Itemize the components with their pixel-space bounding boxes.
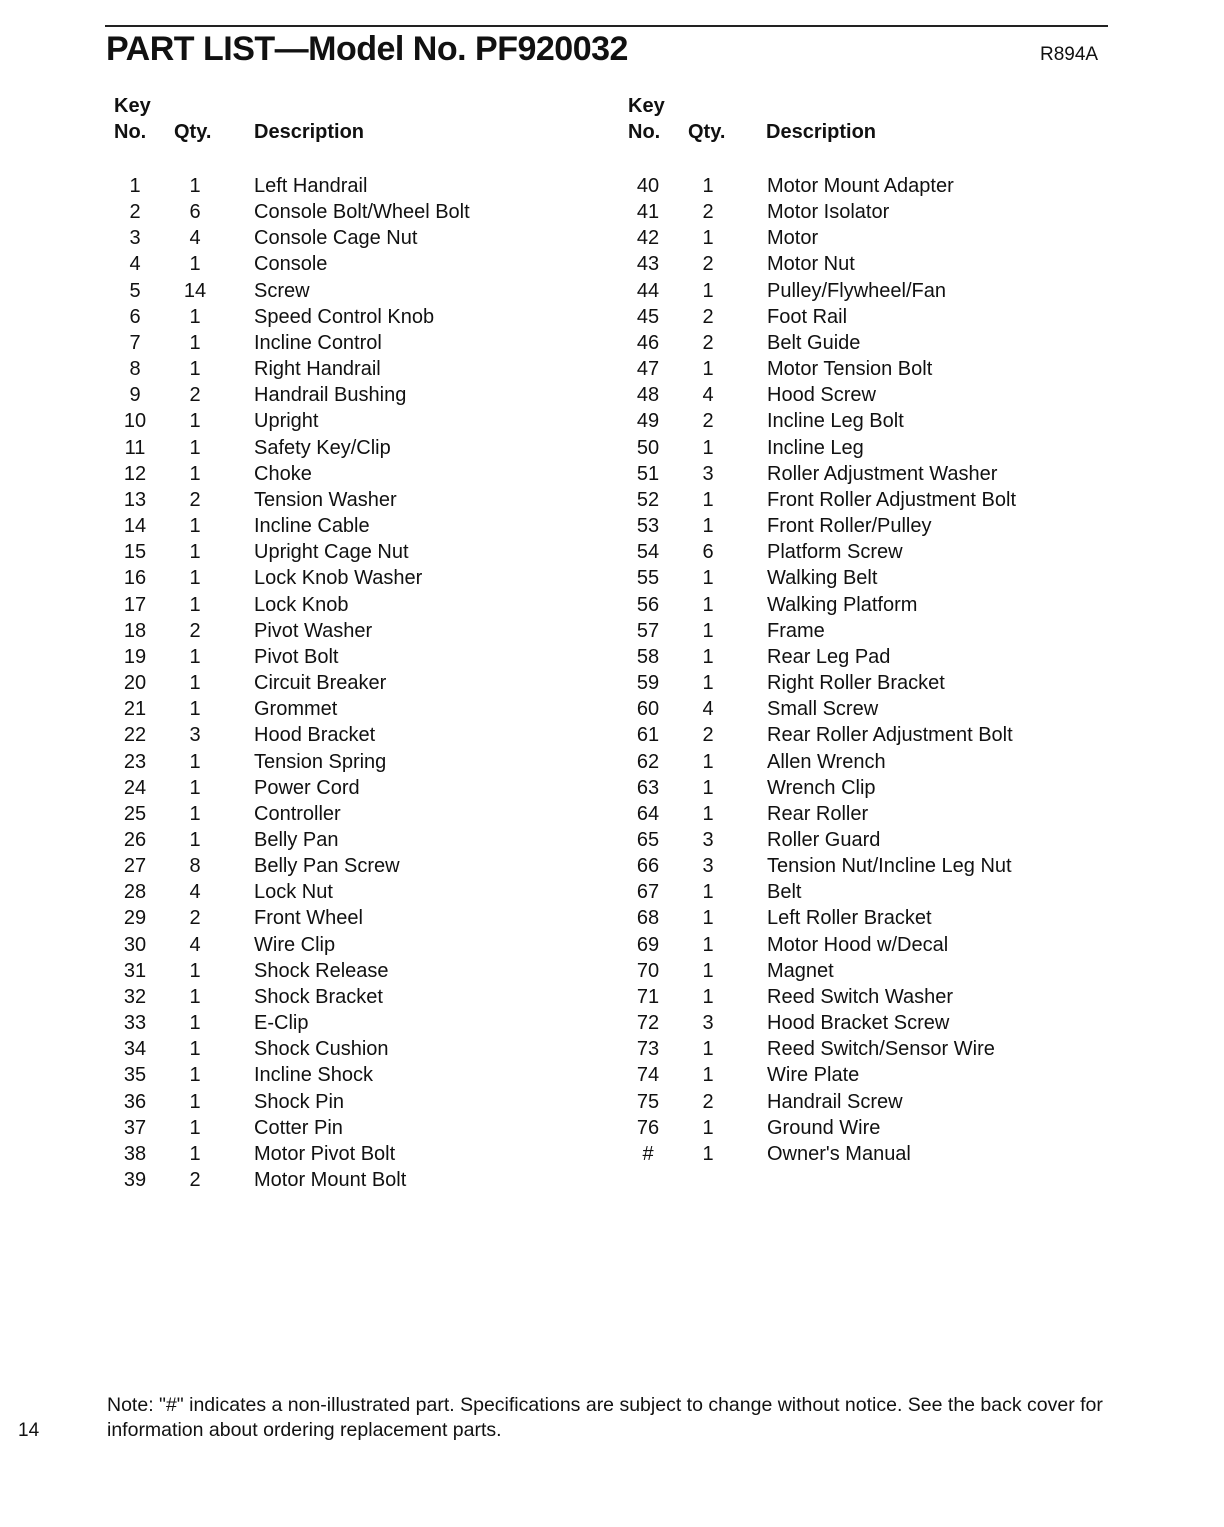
quantity: 1 [702, 515, 714, 538]
quantity: 1 [702, 175, 714, 197]
description: Upright [254, 410, 319, 433]
description: Belt Guide [767, 331, 861, 354]
quantity: 1 [189, 1090, 201, 1113]
description: Grommet [254, 698, 338, 721]
key-number: 15 [123, 541, 147, 564]
qty-header-right: Qty. [688, 121, 726, 143]
quantity: 6 [702, 541, 714, 564]
description: Ground Wire [767, 1116, 881, 1139]
key-number: 25 [123, 802, 147, 825]
key-number: 5 [129, 279, 141, 302]
description: Handrail Bushing [254, 384, 407, 407]
quantity: 1 [189, 1116, 201, 1139]
quantity: 1 [189, 436, 201, 459]
key-number: 22 [123, 724, 147, 747]
description: Incline Control [254, 331, 382, 354]
key-header-right: Key [628, 95, 665, 117]
key-number: 67 [636, 881, 660, 904]
key-number: 59 [636, 672, 660, 695]
quantity: 8 [189, 855, 201, 878]
key-number: 62 [636, 750, 660, 773]
quantity: 4 [189, 933, 201, 956]
key-number: 3 [129, 227, 141, 250]
key-number: 63 [636, 776, 660, 799]
key-number: 44 [636, 279, 660, 302]
key-number: 54 [636, 541, 660, 564]
key-number: 9 [129, 384, 141, 407]
quantity: 2 [189, 907, 201, 930]
description: Motor Isolator [767, 201, 890, 224]
key-number: 40 [636, 175, 660, 197]
key-number: 65 [636, 829, 660, 851]
key-number: 17 [123, 593, 147, 616]
quantity: 6 [189, 201, 201, 224]
quantity: 1 [702, 776, 714, 799]
quantity: 1 [189, 1142, 201, 1165]
key-number: 13 [123, 488, 147, 511]
description: Incline Leg Bolt [767, 410, 904, 433]
description: Front Roller Adjustment Bolt [767, 488, 1016, 511]
key-number: 57 [636, 619, 660, 642]
description: Power Cord [254, 776, 360, 799]
description: Owner's Manual [767, 1142, 911, 1165]
description: Incline Leg [767, 436, 864, 459]
quantity: 1 [189, 1038, 201, 1061]
key-number: 16 [123, 567, 147, 590]
quantity: 3 [702, 462, 714, 485]
description: Motor Nut [767, 253, 855, 276]
description: Allen Wrench [767, 750, 886, 773]
key-number: 51 [636, 462, 660, 485]
key-number: 48 [636, 384, 660, 407]
key-number: 49 [636, 410, 660, 433]
quantity: 1 [702, 802, 714, 825]
key-number: 29 [123, 907, 147, 930]
key-number: 66 [636, 855, 660, 878]
quantity: 2 [702, 201, 714, 224]
description: Small Screw [767, 698, 879, 721]
quantity: 1 [189, 672, 201, 695]
quantity: 4 [189, 227, 201, 250]
description: Rear Roller Adjustment Bolt [767, 724, 1013, 747]
description: Walking Belt [767, 567, 878, 590]
key-number: 68 [636, 907, 660, 930]
description: Platform Screw [767, 541, 903, 564]
quantity: 1 [702, 1142, 714, 1165]
quantity: 3 [702, 1012, 714, 1035]
description: Wire Plate [767, 1064, 860, 1087]
description: Screw [254, 279, 310, 302]
description: Foot Rail [767, 305, 848, 328]
quantity: 1 [189, 959, 201, 982]
description: Tension Spring [254, 750, 387, 773]
no-header-right: No. [628, 121, 661, 143]
key-number: 35 [123, 1064, 147, 1087]
description: Belly Pan [254, 829, 339, 851]
quantity: 1 [189, 331, 201, 354]
description: Hood Bracket [254, 724, 376, 747]
quantity: 3 [702, 829, 714, 851]
key-number: 55 [636, 567, 660, 590]
quantity: 3 [189, 724, 201, 747]
quantity: 1 [189, 645, 201, 668]
key-number: 43 [636, 253, 660, 276]
key-number: 74 [636, 1064, 660, 1087]
description: Motor Pivot Bolt [254, 1142, 396, 1165]
description: Wrench Clip [767, 776, 876, 799]
description: Pivot Washer [254, 619, 373, 642]
quantity: 2 [702, 1090, 714, 1113]
quantity: 3 [702, 855, 714, 878]
quantity: 1 [702, 279, 714, 302]
description: Lock Knob [254, 593, 349, 616]
key-number: 72 [636, 1012, 660, 1035]
key-number: 69 [636, 933, 660, 956]
key-header-left: Key [114, 95, 151, 117]
key-number: 19 [123, 645, 147, 668]
key-number: 76 [636, 1116, 660, 1139]
quantity: 1 [702, 1038, 714, 1061]
key-number: 8 [129, 358, 141, 381]
key-number: 56 [636, 593, 660, 616]
key-number: 27 [123, 855, 147, 878]
quantity: 2 [189, 488, 201, 511]
key-number: 18 [123, 619, 147, 642]
description: Incline Cable [254, 515, 370, 538]
description: Shock Cushion [254, 1038, 389, 1061]
key-number: 7 [129, 331, 141, 354]
key-number: 34 [123, 1038, 147, 1061]
description: Console [254, 253, 328, 276]
quantity: 2 [189, 384, 201, 407]
quantity: 1 [702, 593, 714, 616]
description: Roller Guard [767, 829, 881, 851]
quantity: 1 [702, 619, 714, 642]
description: Roller Adjustment Washer [767, 462, 998, 485]
quantity: 1 [702, 645, 714, 668]
description: Shock Bracket [254, 985, 383, 1008]
key-number: 70 [636, 959, 660, 982]
quantity: 2 [189, 1169, 201, 1192]
quantity: 1 [189, 567, 201, 590]
quantity: 2 [189, 619, 201, 642]
key-number: 41 [636, 201, 660, 224]
description: E-Clip [254, 1012, 309, 1035]
quantity: 1 [189, 698, 201, 721]
quantity: 1 [189, 1064, 201, 1087]
key-number: 33 [123, 1012, 147, 1035]
quantity: 1 [189, 776, 201, 799]
description: Handrail Screw [767, 1090, 903, 1113]
description: Hood Bracket Screw [767, 1012, 950, 1035]
key-number: 47 [636, 358, 660, 381]
description: Pivot Bolt [254, 645, 339, 668]
description: Reed Switch Washer [767, 985, 953, 1008]
description: Console Bolt/Wheel Bolt [254, 201, 470, 224]
description: Reed Switch/Sensor Wire [767, 1038, 995, 1061]
description: Front Roller/Pulley [767, 515, 932, 538]
description: Upright Cage Nut [254, 541, 409, 564]
description: Lock Nut [254, 881, 333, 904]
description: Magnet [767, 959, 834, 982]
key-number: 31 [123, 959, 147, 982]
description: Right Roller Bracket [767, 672, 945, 695]
quantity: 2 [702, 253, 714, 276]
quantity: 1 [702, 436, 714, 459]
quantity: 1 [702, 750, 714, 773]
quantity: 1 [189, 358, 201, 381]
description-header-right: Description [766, 121, 877, 143]
key-number: 26 [123, 829, 147, 851]
quantity: 1 [702, 985, 714, 1008]
document-code: R894A [1040, 44, 1099, 65]
description: Front Wheel [254, 907, 363, 930]
quantity: 2 [702, 305, 714, 328]
quantity: 1 [702, 959, 714, 982]
qty-header-left: Qty. [174, 121, 212, 143]
quantity: 1 [189, 802, 201, 825]
quantity: 1 [189, 750, 201, 773]
key-number: 28 [123, 881, 147, 904]
key-number: 4 [129, 253, 141, 276]
quantity: 2 [702, 331, 714, 354]
key-number: 42 [636, 227, 660, 250]
description: Tension Nut/Incline Leg Nut [767, 855, 1012, 878]
key-number: 30 [123, 933, 147, 956]
key-number: 32 [123, 985, 147, 1008]
key-number: 61 [636, 724, 660, 747]
description: Tension Washer [254, 488, 397, 511]
key-number: 14 [123, 515, 147, 538]
description: Wire Clip [254, 933, 336, 956]
top-rule [105, 25, 1108, 27]
description: Pulley/Flywheel/Fan [767, 279, 946, 302]
quantity: 1 [702, 907, 714, 930]
quantity: 1 [702, 227, 714, 250]
quantity: 1 [189, 410, 201, 433]
quantity: 1 [702, 881, 714, 904]
key-number: 50 [636, 436, 660, 459]
description: Belly Pan Screw [254, 855, 400, 878]
key-number: 45 [636, 305, 660, 328]
description: Safety Key/Clip [254, 436, 391, 459]
key-number: 53 [636, 515, 660, 538]
description-header-left: Description [254, 121, 365, 143]
quantity: 1 [189, 541, 201, 564]
description: Rear Leg Pad [767, 645, 891, 668]
footer-note: Note: "#" indicates a non-illustrated part. Specifications are subject to change without notice. See the back cover for information about ordering replacement parts. [107, 1394, 1103, 1441]
key-number: 36 [123, 1090, 147, 1113]
description: Belt [767, 881, 802, 904]
key-number: 39 [123, 1169, 147, 1192]
description: Walking Platform [767, 593, 918, 616]
key-number: 64 [636, 802, 660, 825]
description: Incline Shock [254, 1064, 373, 1087]
key-number: 12 [123, 462, 147, 485]
quantity: 1 [189, 253, 201, 276]
quantity: 4 [702, 384, 714, 407]
key-number: 75 [636, 1090, 660, 1113]
key-number: 46 [636, 331, 660, 354]
description: Motor Mount Bolt [254, 1169, 407, 1192]
description: Hood Screw [767, 384, 876, 407]
quantity: 1 [189, 1012, 201, 1035]
description: Motor Tension Bolt [767, 358, 933, 381]
quantity: 4 [702, 698, 714, 721]
page-title: PART LIST—Model No. PF920032 [106, 30, 628, 68]
key-number: 2 [129, 201, 141, 224]
quantity: 1 [189, 305, 201, 328]
quantity: 1 [189, 985, 201, 1008]
quantity: 2 [702, 410, 714, 433]
quantity: 1 [189, 175, 201, 197]
quantity: 1 [702, 672, 714, 695]
quantity: 1 [189, 462, 201, 485]
quantity: 2 [702, 724, 714, 747]
no-header-left: No. [114, 121, 147, 143]
key-number: 10 [123, 410, 147, 433]
description: Choke [254, 462, 312, 485]
key-number: 52 [636, 488, 660, 511]
key-number: 21 [123, 698, 147, 721]
key-number: 60 [636, 698, 660, 721]
key-number: 37 [123, 1116, 147, 1139]
quantity: 1 [189, 593, 201, 616]
description: Motor Mount Adapter [767, 175, 954, 197]
key-number: 58 [636, 645, 660, 668]
quantity: 14 [183, 279, 207, 302]
description: Right Handrail [254, 358, 381, 381]
description: Frame [767, 619, 825, 642]
key-number: 1 [129, 175, 141, 197]
key-number: 11 [124, 436, 146, 459]
quantity: 1 [189, 829, 201, 851]
key-number: 20 [123, 672, 147, 695]
description: Cotter Pin [254, 1116, 343, 1139]
key-number: 24 [123, 776, 147, 799]
key-number: 73 [636, 1038, 660, 1061]
description: Motor [767, 227, 819, 250]
key-number: # [642, 1142, 654, 1165]
key-number: 23 [123, 750, 147, 773]
key-number: 6 [129, 305, 141, 328]
description: Rear Roller [767, 802, 869, 825]
description: Shock Release [254, 959, 389, 982]
description: Controller [254, 802, 341, 825]
description: Circuit Breaker [254, 672, 387, 695]
quantity: 1 [702, 567, 714, 590]
quantity: 1 [702, 1064, 714, 1087]
description: Lock Knob Washer [254, 567, 423, 590]
description: Left Roller Bracket [767, 907, 932, 930]
description: Console Cage Nut [254, 227, 418, 250]
quantity: 1 [702, 488, 714, 511]
page-number: 14 [18, 1420, 40, 1441]
key-number: 71 [636, 985, 660, 1008]
quantity: 1 [702, 1116, 714, 1139]
description: Motor Hood w/Decal [767, 933, 949, 956]
description: Shock Pin [254, 1090, 345, 1113]
quantity: 1 [702, 358, 714, 381]
quantity: 1 [189, 515, 201, 538]
quantity: 4 [189, 881, 201, 904]
key-number: 38 [123, 1142, 147, 1165]
description: Speed Control Knob [254, 305, 435, 328]
description: Left Handrail [254, 175, 368, 197]
quantity: 1 [702, 933, 714, 956]
